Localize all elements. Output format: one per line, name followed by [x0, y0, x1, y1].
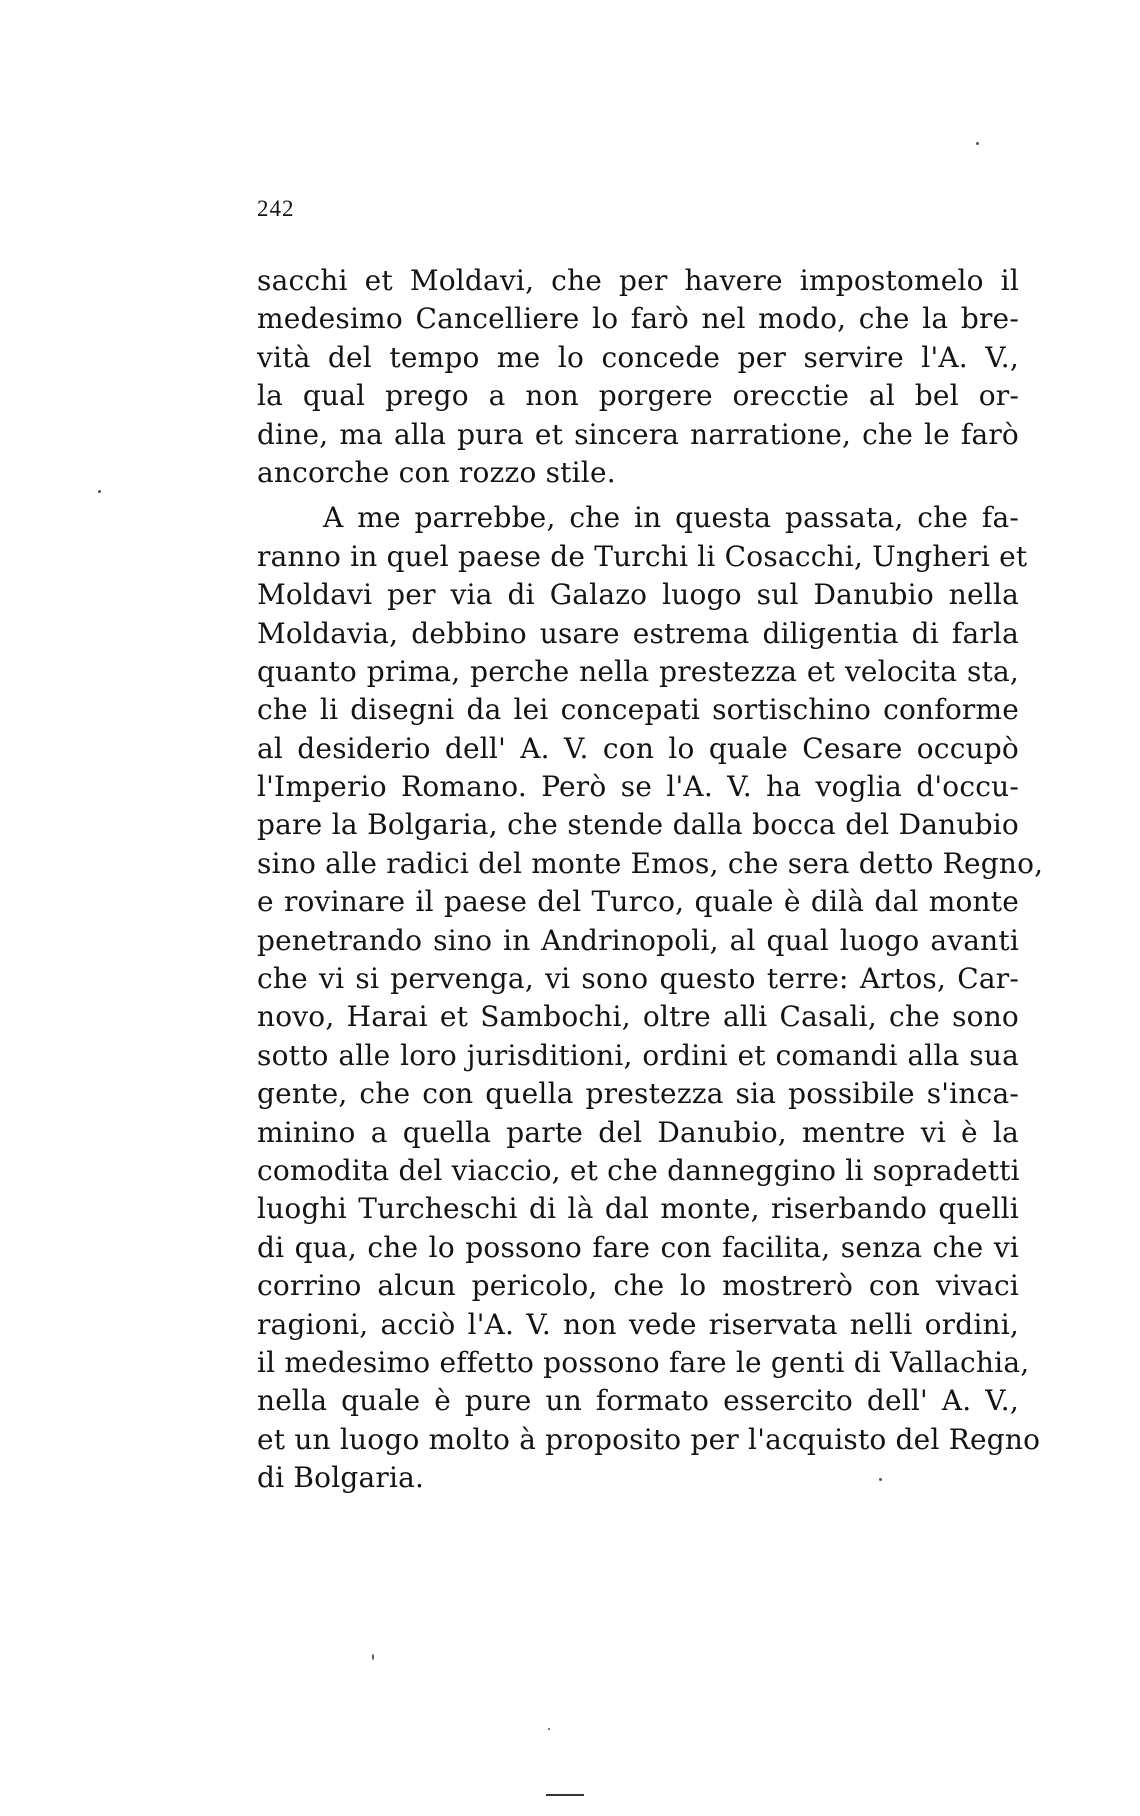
page-number: 242 — [257, 196, 295, 221]
text-line: novo, Harai et Sambochi, oltre alli Casali, che sono — [257, 1000, 1019, 1034]
text-line: la qual prego a non porgere orecctie al bel or- — [257, 379, 1019, 413]
paragraph — [257, 499, 1044, 1497]
paragraph — [257, 262, 1019, 492]
text-line: Moldavi per via di Galazo luogo sul Danubio nella — [257, 578, 1019, 612]
text-line: sotto alle loro jurisditioni, ordini et comandi alla sua — [257, 1038, 1019, 1072]
text-line: che vi si pervenga, vi sono questo terre: Artos, Car- — [257, 962, 1019, 996]
scan-speck — [879, 1478, 882, 1481]
text-line: ancorche con rozzo stile. — [257, 455, 616, 489]
text-line: A me parrebbe, che in questa passata, che fa- — [323, 501, 1019, 535]
text-line: di qua, che lo possono fare con facilita, senza che vi — [257, 1230, 1019, 1264]
text-line: di Bolgaria. — [257, 1461, 425, 1495]
text-line: pare la Bolgaria, che stende dalla bocca del Danubio — [257, 808, 1019, 842]
text-line: ragioni, acciò l'A. V. non vede riservata nelli ordini, — [257, 1307, 1019, 1341]
text-line: luoghi Turcheschi di là dal monte, riserbando quelli — [257, 1192, 1019, 1226]
text-line: penetrando sino in Andrinopoli, al qual luogo avanti — [257, 923, 1019, 957]
text-line: ranno in quel paese de Turchi li Cosacchi, Ungheri et — [257, 539, 1028, 573]
text-line: medesimo Cancelliere lo farò nel modo, che la bre- — [257, 302, 1019, 336]
scan-speck — [548, 1728, 550, 1730]
text-line: corrino alcun pericolo, che lo mostrerò con vivaci — [257, 1269, 1019, 1303]
scan-speck — [976, 142, 979, 145]
scan-rule-mark — [546, 1794, 584, 1796]
text-line: et un luogo molto à proposito per l'acquisto del Regno — [257, 1422, 1041, 1456]
text-line: che li disegni da lei concepati sortischino conforme — [257, 693, 1019, 727]
text-line: sacchi et Moldavi, che per havere impostomelo il — [257, 264, 1019, 297]
text-line: e rovinare il paese del Turco, quale è dilà dal monte — [257, 885, 1019, 919]
text-line: l'Imperio Romano. Però se l'A. V. ha voglia d'occu- — [257, 770, 1019, 804]
text-line: minino a quella parte del Danubio, mentre vi è la — [257, 1115, 1019, 1149]
text-line: dine, ma alla pura et sincera narratione, che le farò — [257, 417, 1019, 451]
text-line: al desiderio dell' A. V. con lo quale Cesare occupò — [257, 731, 1019, 765]
text-line: gente, che con quella prestezza sia possibile s'inca- — [257, 1077, 1019, 1111]
text-line: comodita del viaccio, et che danneggino li sopradetti — [257, 1153, 1020, 1187]
scan-speck — [372, 1654, 374, 1660]
body-text — [257, 262, 1044, 1498]
text-line: il medesimo effetto possono fare le genti di Vallachia, — [257, 1345, 1030, 1379]
text-line: quanto prima, perche nella prestezza et velocita sta, — [257, 654, 1019, 688]
text-line: Moldavia, debbino usare estrema diligentia di farla — [257, 616, 1019, 650]
text-line: vità del tempo me lo concede per servire l'A. V., — [257, 340, 1019, 374]
text-line: nella quale è pure un formato essercito dell' A. V., — [257, 1384, 1019, 1418]
scan-speck — [98, 490, 101, 493]
text-line: sino alle radici del monte Emos, che sera detto Regno, — [257, 846, 1044, 880]
